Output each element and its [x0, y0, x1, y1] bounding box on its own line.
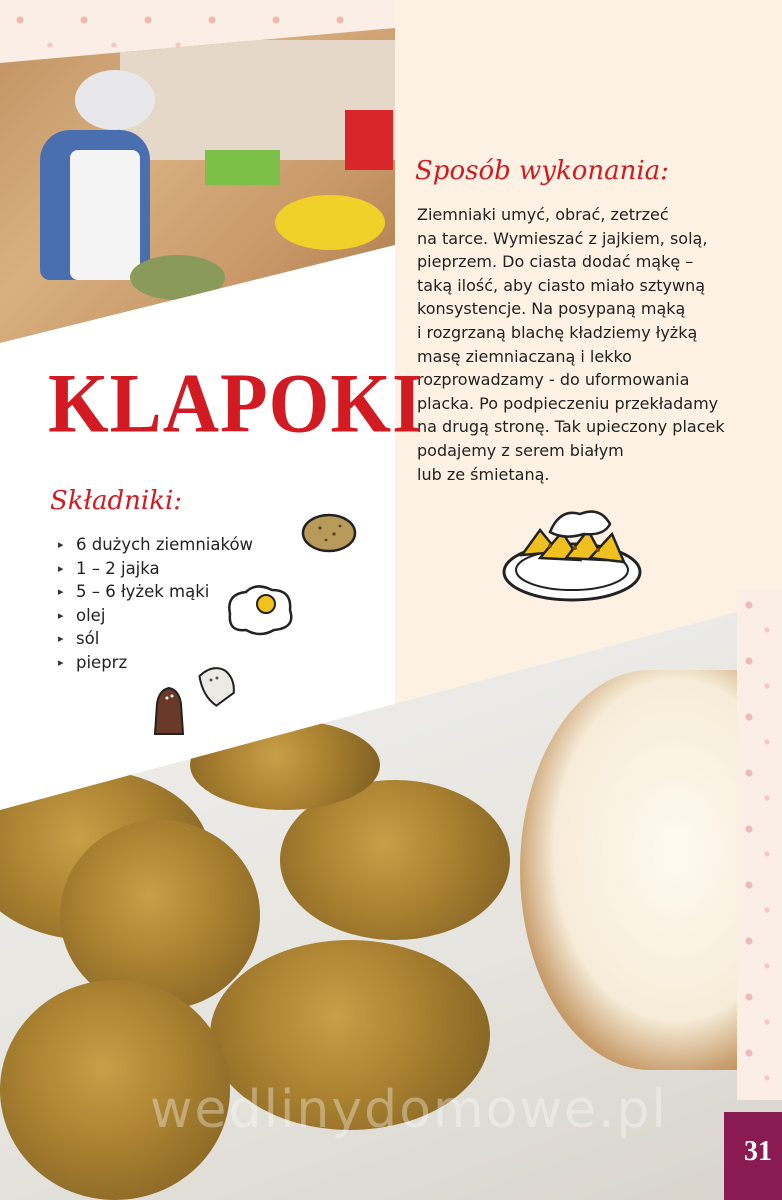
method-line: na drugą stronę. Tak upieczony placek [417, 417, 725, 437]
method-line: placka. Po podpieczeniu przekładamy [417, 393, 719, 413]
bullet-arrow-icon: ▸ [58, 538, 64, 551]
page-number: 31 [744, 1136, 772, 1167]
photo-hairnet [75, 70, 155, 130]
ingredient-item [58, 533, 253, 557]
plate-with-pancakes-icon [500, 500, 645, 605]
decorative-pattern-right [737, 590, 782, 1100]
ingredient-item [58, 557, 253, 581]
ingredient-text: olej [76, 605, 106, 625]
method-line: i rozgrzaną blachę kładziemy łyżką [417, 322, 698, 342]
bullet-arrow-icon: ▸ [58, 608, 64, 622]
ingredient-text: sól [76, 629, 100, 648]
potato-icon [300, 512, 358, 554]
ingredient-text: 5 – 6 łyżek mąki [76, 582, 210, 601]
photo-apron [70, 150, 140, 280]
method-line: taką ilość, aby ciasto miało sztywną [417, 275, 706, 295]
method-line: masę ziemniaczaną i lekko [417, 346, 632, 366]
method-text [417, 203, 737, 486]
photo-green-crate [205, 150, 280, 185]
method-line: Ziemniaki umyć, obrać, zetrzeć [417, 205, 669, 224]
method-line: rozprowadzamy - do uformowania [417, 370, 690, 390]
bullet-arrow-icon: ▸ [58, 655, 64, 669]
ingredients-heading: Składniki: [50, 486, 183, 516]
method-line: na tarce. Wymieszać z jajkiem, solą, [417, 228, 708, 248]
ingredient-text: 6 dużych ziemniaków [76, 535, 254, 554]
method-heading: Sposób wykonania: [415, 156, 669, 186]
method-line: lub ze śmietaną. [417, 464, 550, 484]
bullet-arrow-icon: ▸ [58, 585, 64, 598]
fried-egg-icon [222, 580, 297, 640]
bullet-arrow-icon: ▸ [58, 632, 64, 645]
salt-pepper-icon [145, 660, 240, 740]
method-line: konsystencje. Na posypaną mąką [417, 299, 686, 319]
ingredient-text: 1 – 2 jajka [76, 558, 160, 578]
recipe-title: KLAPOKI [48, 356, 424, 451]
method-line: pieprzem. Do ciasta dodać mąkę – [417, 252, 694, 272]
ingredient-text: pieprz [76, 652, 128, 672]
method-line: podajemy z serem białym [417, 440, 624, 460]
bullet-arrow-icon: ▸ [58, 561, 64, 575]
photo-red-box [345, 110, 393, 170]
watermark: wedlinydomowe.pl [150, 1080, 668, 1140]
photo-yellow-bowl [275, 195, 385, 250]
